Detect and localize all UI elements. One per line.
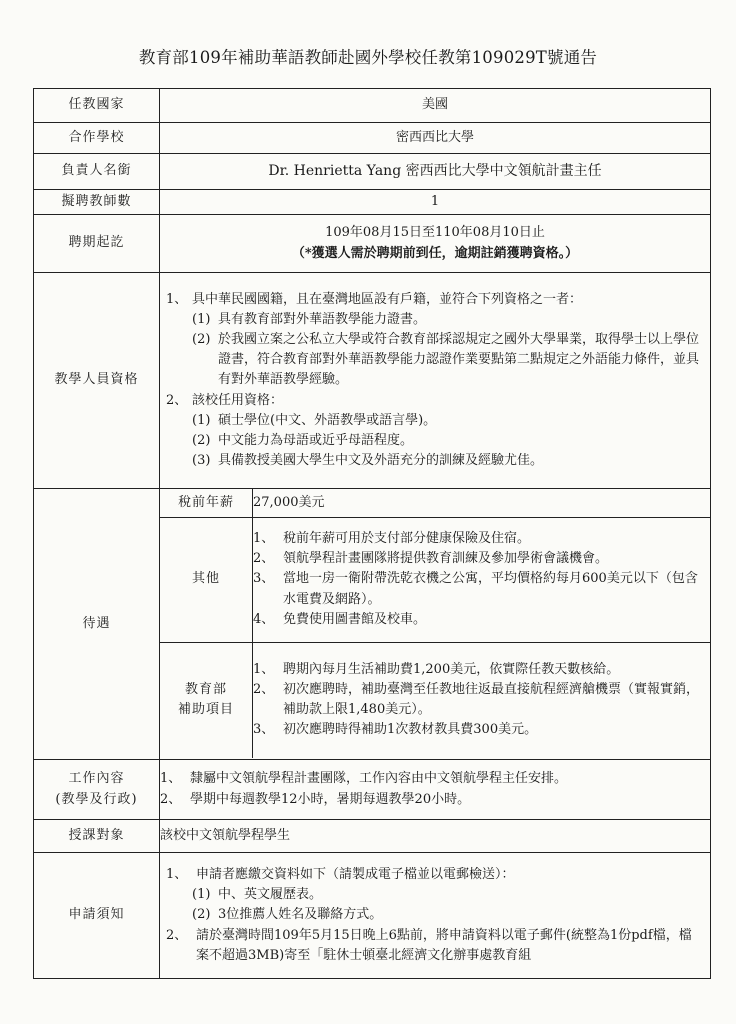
qual-item-1-text: 具中華民國國籍，且在臺灣地區設有戶籍，並符合下列資格之一者： bbox=[192, 291, 583, 307]
qualifications-label: 教學人員資格 bbox=[34, 273, 160, 489]
benefits-label: 待遇 bbox=[34, 489, 160, 760]
row-period bbox=[34, 215, 711, 273]
qual-sub-text: 碩士學位(中文、外語教學或語言學)。 bbox=[218, 412, 437, 428]
moe-item-text: 初次應聘時得補助1次教材教具費300美元。 bbox=[283, 722, 538, 738]
other-item-num: 3、 bbox=[253, 571, 275, 587]
other-item-text: 免費使用圖書館及校車。 bbox=[283, 611, 427, 627]
contact-value: Dr. Henrietta Yang 密西西比大學中文領航計畫主任 bbox=[160, 154, 711, 190]
country-value: 美國 bbox=[160, 89, 711, 123]
qual-sub-num: (1) bbox=[192, 412, 211, 428]
moe-item-text: 聘期內每月生活補助費1,200美元，依實際任教天數核給。 bbox=[283, 661, 620, 677]
qual-sub-num: (3) bbox=[192, 452, 211, 468]
apply-label: 申請須知 bbox=[34, 853, 160, 979]
moe-item-1 bbox=[253, 660, 710, 680]
other-value bbox=[253, 517, 711, 642]
moe-item-text: 初次應聘時，補助臺灣至任教地往返最直接航程經濟艙機票（實報實銷，補助款上限1,480美元）。 bbox=[283, 682, 700, 718]
qual-item-1-sub-1 bbox=[166, 310, 704, 330]
apply-item-1-sub-1 bbox=[166, 885, 704, 905]
row-school bbox=[34, 123, 711, 154]
row-target bbox=[34, 820, 711, 853]
qual-item-2-sub-1 bbox=[166, 411, 704, 431]
qual-sub-text: 具有教育部對外華語教學能力證書。 bbox=[218, 312, 427, 327]
apply-item-1 bbox=[166, 865, 704, 885]
other-item-1 bbox=[253, 529, 710, 549]
period-note: （*獲選人需於聘期前到任，逾期註銷獲聘資格。） bbox=[291, 245, 579, 261]
work-value bbox=[160, 760, 711, 820]
qual-sub-text: 中文能力為母語或近乎母語程度。 bbox=[218, 432, 414, 448]
other-item-text: 稅前年薪可用於支付部分健康保險及住宿。 bbox=[283, 531, 531, 547]
other-item-num: 4、 bbox=[253, 611, 275, 627]
moe-label bbox=[160, 642, 253, 758]
moe-item-num: 1、 bbox=[253, 661, 275, 677]
school-value: 密西西比大學 bbox=[160, 123, 711, 154]
salary-label: 稅前年薪 bbox=[160, 489, 253, 517]
apply-item-text: 請於臺灣時間109年5月15日晚上6點前，將申請資料以電子郵件(統整為1份pdf檔，檔案不超過3MB)寄至「駐休士頓臺北經濟文化辦事處教育組 bbox=[196, 927, 692, 963]
moe-label-line1: 教育部 bbox=[184, 682, 227, 698]
work-item-text: 隸屬中文領航學程計畫團隊，工作內容由中文領航學程主任安排。 bbox=[190, 771, 568, 787]
other-item-text: 領航學程計畫團隊將提供教育訓練及參加學術會議機會。 bbox=[283, 551, 609, 567]
period-value bbox=[160, 215, 711, 273]
work-item-num: 2、 bbox=[160, 791, 182, 807]
moe-item-num: 3、 bbox=[253, 722, 275, 738]
apply-item-text: 申請者應繳交資料如下（請製成電子檔並以電郵檢送）： bbox=[196, 867, 515, 883]
apply-item-1-sub-2 bbox=[166, 905, 704, 925]
work-label-line1: 工作內容 bbox=[68, 771, 125, 787]
qual-item-2-num: 2、 bbox=[166, 392, 188, 408]
qual-item-1 bbox=[166, 290, 704, 310]
period-dates: 109年08月15日至110年08月10日止 bbox=[325, 225, 545, 241]
benefits-inner-table bbox=[160, 489, 710, 758]
target-label: 授課對象 bbox=[34, 820, 160, 853]
benefits-value bbox=[160, 489, 711, 760]
work-item-num: 1、 bbox=[160, 771, 182, 787]
apply-item-2 bbox=[166, 926, 704, 966]
count-value: 1 bbox=[160, 190, 711, 215]
qual-item-2-text: 該校任用資格： bbox=[192, 392, 284, 408]
apply-sub-num: (2) bbox=[192, 907, 211, 923]
row-work bbox=[34, 760, 711, 820]
other-item-text: 當地一房一衛附帶洗乾衣機之公寓，平均價格約每月600美元以下（包含水電費及網路）。 bbox=[283, 571, 698, 607]
row-contact bbox=[34, 154, 711, 190]
other-item-num: 2、 bbox=[253, 551, 275, 567]
country-label: 任教國家 bbox=[34, 89, 160, 123]
moe-item-num: 2、 bbox=[253, 682, 275, 698]
moe-label-line2: 補助項目 bbox=[177, 702, 234, 718]
row-benefits bbox=[34, 489, 711, 760]
other-item-4 bbox=[253, 610, 710, 630]
qual-item-2-sub-3 bbox=[166, 451, 704, 471]
count-label: 擬聘教師數 bbox=[34, 190, 160, 215]
notice-title: 教育部109年補助華語教師赴國外學校任教第109029T號通告 bbox=[138, 48, 598, 67]
benefits-salary-row bbox=[160, 489, 710, 517]
qual-item-1-sub-2 bbox=[166, 330, 704, 390]
qual-item-2 bbox=[166, 391, 704, 411]
work-item-text: 學期中每週教學12小時，暑期每週教學20小時。 bbox=[190, 791, 471, 807]
other-item-2 bbox=[253, 549, 710, 569]
qual-sub-num: (2) bbox=[192, 332, 211, 348]
school-label: 合作學校 bbox=[34, 123, 160, 154]
other-label: 其他 bbox=[160, 517, 253, 642]
apply-item-num: 2、 bbox=[166, 927, 188, 943]
moe-value bbox=[253, 642, 711, 758]
qualifications-value bbox=[160, 273, 711, 489]
target-value: 該校中文領航學程學生 bbox=[160, 820, 711, 853]
moe-item-2 bbox=[253, 680, 710, 720]
row-apply bbox=[34, 853, 711, 979]
row-qualifications bbox=[34, 273, 711, 489]
benefits-other-row bbox=[160, 517, 710, 642]
qual-sub-text: 於我國立案之公私立大學或符合教育部採認規定之國外大學畢業，取得學士以上學位證書，符合教育部對外華語教學能力認證作業要點第二點規定之外語能力條件，並具有對外華語教學經驗。 bbox=[218, 332, 700, 388]
qual-item-1-num: 1、 bbox=[166, 291, 188, 307]
apply-sub-num: (1) bbox=[192, 887, 211, 903]
row-country bbox=[34, 89, 711, 123]
apply-item-num: 1、 bbox=[166, 867, 188, 883]
qual-sub-text: 具備教授美國大學生中文及外語充分的訓練及經驗尤佳。 bbox=[218, 452, 544, 468]
work-item-2 bbox=[160, 790, 710, 810]
salary-value: 27,000美元 bbox=[253, 489, 711, 517]
other-item-3 bbox=[253, 569, 710, 609]
other-item-num: 1、 bbox=[253, 531, 275, 547]
row-teacher-count bbox=[34, 190, 711, 215]
moe-item-3 bbox=[253, 720, 710, 740]
period-label: 聘期起訖 bbox=[34, 215, 160, 273]
qual-sub-num: (1) bbox=[192, 312, 211, 327]
work-label bbox=[34, 760, 160, 820]
qual-item-2-sub-2 bbox=[166, 431, 704, 451]
apply-sub-text: 3位推薦人姓名及聯絡方式。 bbox=[218, 907, 383, 923]
work-label-line2: (教學及行政) bbox=[55, 791, 138, 807]
contact-label: 負責人名銜 bbox=[34, 154, 160, 190]
qual-sub-num: (2) bbox=[192, 432, 211, 448]
notice-table bbox=[33, 88, 711, 979]
apply-sub-text: 中、英文履歷表。 bbox=[218, 887, 323, 903]
apply-value bbox=[160, 853, 711, 979]
work-item-1 bbox=[160, 769, 710, 789]
benefits-moe-row bbox=[160, 642, 710, 758]
